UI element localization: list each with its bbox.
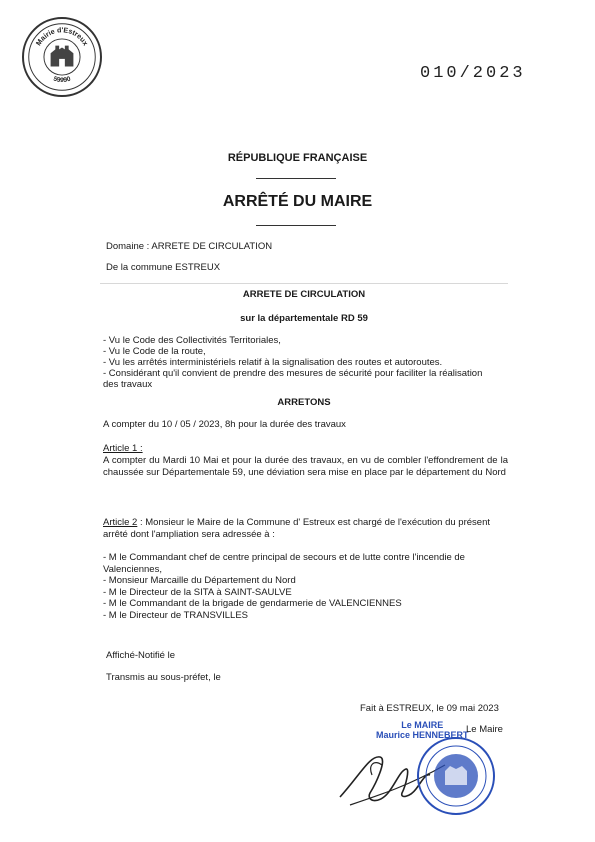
consideration-item: des travaux: [103, 379, 153, 390]
article2: [103, 517, 508, 541]
article2-text: : Monsieur le Maire de la Commune d' Estreux est chargé de l'exécution du présent arrêté dont l'ampliation sera adressée à :: [103, 517, 490, 540]
recipient-item: - M le Directeur de TRANSVILLES: [103, 609, 249, 621]
place-date-signed: Fait à ESTREUX, le 09 mai 2023: [360, 703, 499, 714]
consideration-item: - Considérant qu'il convient de prendre des mesures de sécurité pour faciliter la réalisation: [103, 368, 483, 379]
mayor-stamp-title: Le MAIRE: [401, 720, 444, 730]
recipient-item: - M le Commandant chef de centre principal de secours et de lutte contre l'incendie de: [103, 552, 465, 563]
divider: [256, 178, 336, 179]
svg-text:59990: [52, 75, 72, 84]
considerations-list: [103, 335, 508, 390]
transmitted-line: Transmis au sous-préfet, le: [106, 672, 221, 683]
mayor-label: Le Maire: [466, 724, 503, 735]
article1-text: A compter du Mardi 10 Mai et pour la durée des travaux, en vu de combler l'effondrement de la chaussée sur Départementale 59, une déviation sera mise en place par le département du Nord: [103, 455, 508, 478]
posted-notified-line: Affiché-Notifié le: [106, 650, 175, 661]
official-blue-seal: [415, 735, 497, 817]
seal-emblem: [24, 19, 100, 95]
consideration-item: - Vu les arrêtés interministériels relatif à la signalisation des routes et autoroutes.: [103, 357, 443, 368]
article2-title: Article 2: [103, 517, 138, 528]
article1-title: Article 1 :: [103, 443, 143, 454]
recipient-item: - M le Commandant de la brigade de gendarmerie de VALENCIENNES: [103, 598, 402, 609]
domain-line: Domaine : ARRETE DE CIRCULATION: [106, 241, 273, 252]
decree-heading: ARRETE DE CIRCULATION: [242, 289, 366, 300]
decree-subheading: sur la départementale RD 59: [240, 313, 368, 324]
republic-heading: RÉPUBLIQUE FRANÇAISE: [227, 152, 368, 164]
recipients-list: [103, 552, 508, 621]
recipient-item: Valenciennes,: [103, 563, 162, 575]
decree-number: 010/2023: [420, 64, 526, 83]
mayor-stamp-name: Maurice HENNEBERT: [376, 730, 469, 740]
consideration-item: - Vu le Code de la route,: [103, 346, 206, 357]
consideration-item: - Vu le Code des Collectivités Territoriales,: [103, 335, 281, 346]
divider: [256, 225, 336, 226]
recipient-item: - Monsieur Marcaille du Département du Nord: [103, 575, 296, 586]
content-frame-top: [100, 283, 508, 284]
seal-bottom-text: 59990: [52, 75, 72, 85]
commune-seal: [22, 17, 102, 97]
seal-top-text: Mairie d'Estreux: [34, 26, 90, 48]
recipient-item: - M le Directeur de la SITA à SAINT-SAULVE: [103, 586, 292, 598]
document-title: ARRÊTÉ DU MAIRE: [222, 193, 373, 210]
commune-line: De la commune ESTREUX: [106, 262, 221, 273]
effective-date: A compter du 10 / 05 / 2023, 8h pour la durée des travaux: [103, 419, 346, 430]
arretons-heading: ARRETONS: [277, 397, 331, 408]
